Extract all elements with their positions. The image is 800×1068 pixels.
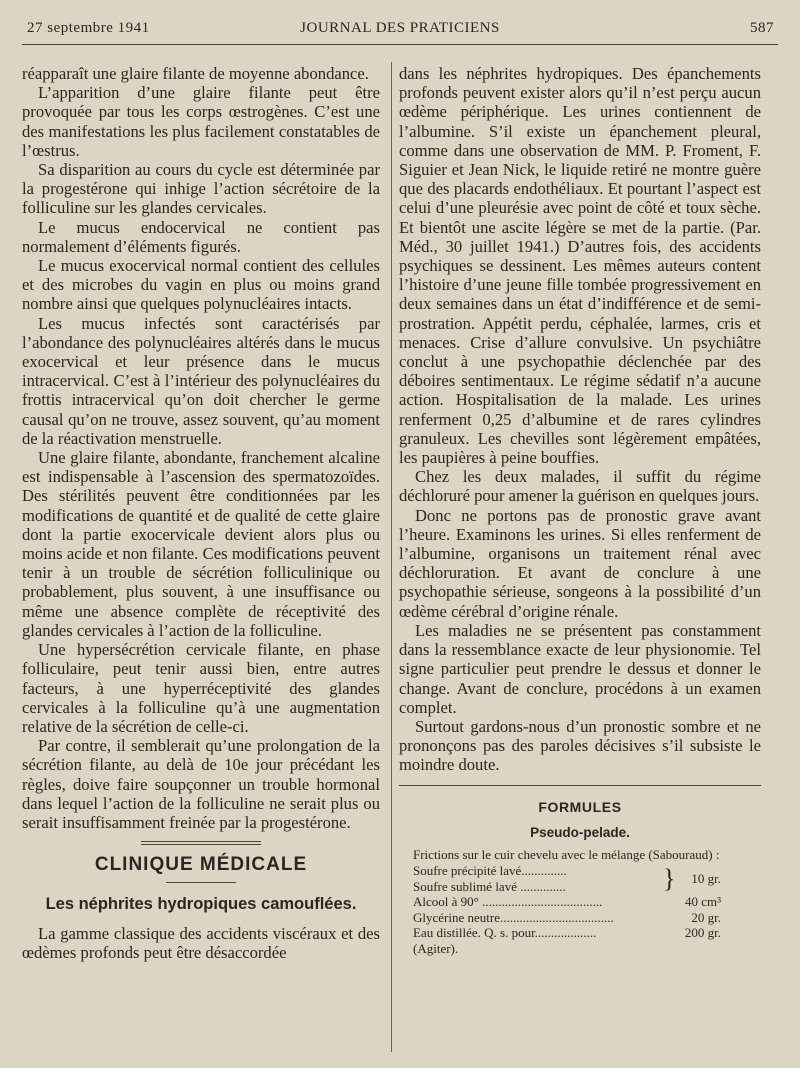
paragraph: La gamme classique des accidents viscéraux et des œdèmes profonds peut être désaccordée — [22, 923, 380, 962]
section-title: CLINIQUE MÉDICALE — [94, 854, 308, 876]
paragraph: réapparaît une glaire filante de moyenne abondance. — [22, 64, 369, 83]
paragraph: Surtout gardons-nous d’un pronostic sombre et ne prononçons pas des paroles décisives s’il subsiste le moindre doute. — [399, 716, 761, 775]
paragraph: Les mucus infectés sont caractérisés par l’abondance des polynucléaires altérés dans le mucus exocervical et leur présence dans le mucus intracervical. C’est à l’intérieur des polynucléaires du frottis intracervical qu’on doit chercher le germe causal qu’on ne trouve, assez souvent, qu’au moment de la réactivation menstruelle. — [22, 313, 380, 448]
formula-title: Pseudo-pelade. — [530, 824, 630, 840]
ingredient-name: Eau distillée. Q. s. pour................... — [413, 925, 597, 941]
paragraph: Sa disparition au cours du cycle est déterminée par la progestérone qui inhige l’action sécrétoire de la folliculine sur les glandes cervicales. — [22, 160, 380, 218]
ingredient-row — [399, 894, 761, 910]
right-column — [399, 64, 761, 956]
short-rule-divider — [166, 882, 236, 883]
ingredient-qty: 40 cm³ — [684, 894, 721, 910]
paragraph: Par contre, il semblerait qu’une prolongation de la sécrétion filante, au delà de 10e jour précédant les règles, doive faire soupçonner un trouble hormonal dans lequel l’action de la folliculine ne serait plus ou serait insuffisamment freinée par la progestérone. — [22, 736, 380, 832]
double-rule-divider — [141, 841, 261, 845]
ingredient-qty: 200 gr. — [684, 925, 721, 941]
ingredient-name: Soufre sublimé lavé .............. — [413, 878, 566, 894]
formula-block — [399, 847, 761, 957]
ingredient-qty: 10 gr. — [691, 871, 721, 887]
paragraph: Une hypersécrétion cervicale filante, en phase folliculaire, peut tenir aussi bien, entre autres facteurs, à une hyperréceptivité des glandes cervicales à la folliculine qu’à une augmentation relative de la sécrétion de celle-ci. — [22, 640, 380, 736]
ingredient-name: Soufre précipité lavé.............. — [413, 863, 567, 879]
paragraph: Une glaire filante, abondante, franchement alcaline est indispensable à l’ascension des spermatozoïdes. Des stérilités peuvent être conditionnées par les modifications de quantité et de qualité de cette glaire dont la partie exocervicale devient alors plus ou moins acide et non filante. Ces modifications peuvent tenir à un trouble de sécrétion folliculinique ou probablement, plus souvent, à une insuffisance ou même une absence complète de réceptivité des glandes cervicales à l’action de la folliculine. — [22, 448, 380, 640]
formula-note: (Agiter). — [413, 940, 459, 956]
ingredient-row — [399, 863, 761, 879]
issue-date: 27 septembre 1941 — [27, 20, 150, 36]
paragraph: Les maladies ne se présentent pas constamment dans la ressemblance exacte de leur physionomie. Tel signe particulier peut prendre le dessus et donner le change. Avant de conclure, procédons à un examen complet. — [399, 620, 761, 717]
ingredient-name: Glycérine neutre................................... — [413, 909, 614, 925]
paragraph: Le mucus endocervical ne contient pas normalement d’éléments figurés. — [22, 217, 380, 256]
journal-name: JOURNAL DES PRATICIENS — [300, 20, 500, 36]
paragraph: Chez les deux malades, il suffit du régime déchloruré pour amener la guérison en quelques jours. — [399, 467, 761, 506]
ingredients-table — [399, 863, 761, 941]
formules-rule — [399, 785, 761, 786]
ingredient-name: Alcool à 90° ..................................... — [413, 894, 603, 910]
column-divider — [391, 62, 392, 1052]
left-column — [22, 64, 380, 962]
paragraph: dans les néphrites hydropiques. Des épanchements profonds peuvent exister alors qu’il n’est perçu aucun œdème périphérique. Les urines contiennent de l’albumine. S’il existe un épanchement pleural, comme dans une observation de MM. P. Froment, F. Siguier et Jean Nick, le liquide retiré ne montre guère que des placards endothéliaux. Et pourtant l’aspect est celui d’une pleurésie avec point de côté et toux sèche. Et bientôt une ascite légère se met de la partie. (Par. Méd., 30 juillet 1941.) D’autres fois, des accidents psychiques se dessinent. Les mêmes auteurs content l’histoire d’une jeune fille tombée progressivement en deux semaines dans un état d’indifférence et de semi-prostration. Appétit perdu, céphalée, larmes, cris et menaces. Crise d’allure convulsive. Un psychiâtre conclut à une psychopathie déclenchée par des déboires sentimentaux. Le régime sédatif n’a aucune action. Hospitalisation de la malade. Les urines renferment 0,25 d’albumine et de rares cylindres granuleux. Les chevilles sont légèrement empâtées, les paupières à peine bouffies. — [399, 64, 761, 468]
brace-icon: } — [663, 863, 676, 893]
formules-title: FORMULES — [538, 798, 622, 815]
paragraph: L’apparition d’une glaire filante peut être provoquée par tous les corps œstrogènes. C’est une des manifestations les plus facilement constatables de l’œstrus. — [22, 83, 380, 160]
article-title: Les néphrites hydropiques camouflées. — [45, 895, 357, 914]
paragraph: Le mucus exocervical normal contient des cellules et des microbes du vagin en plus ou moins grand nombre ainsi que quelques polynucléaires intacts. — [22, 256, 380, 314]
ingredient-qty: 20 gr. — [691, 909, 721, 925]
running-header — [22, 18, 778, 45]
ingredient-row — [399, 925, 761, 941]
ingredient-row — [399, 910, 761, 926]
formula-intro: Frictions sur le cuir chevelu avec le mélange (Sabouraud) : — [413, 846, 720, 862]
paragraph: Donc ne portons pas de pronostic grave avant l’heure. Examinons les urines. Si elles renferment de l’albumine, organisons un traitement rénal avec déchloruration. Et avant de conclure à une psychopathie sérieuse, songeons à la possibilité d’un œdème cérébral d’origine rénale. — [399, 505, 761, 621]
page-number: 587 — [750, 20, 774, 36]
